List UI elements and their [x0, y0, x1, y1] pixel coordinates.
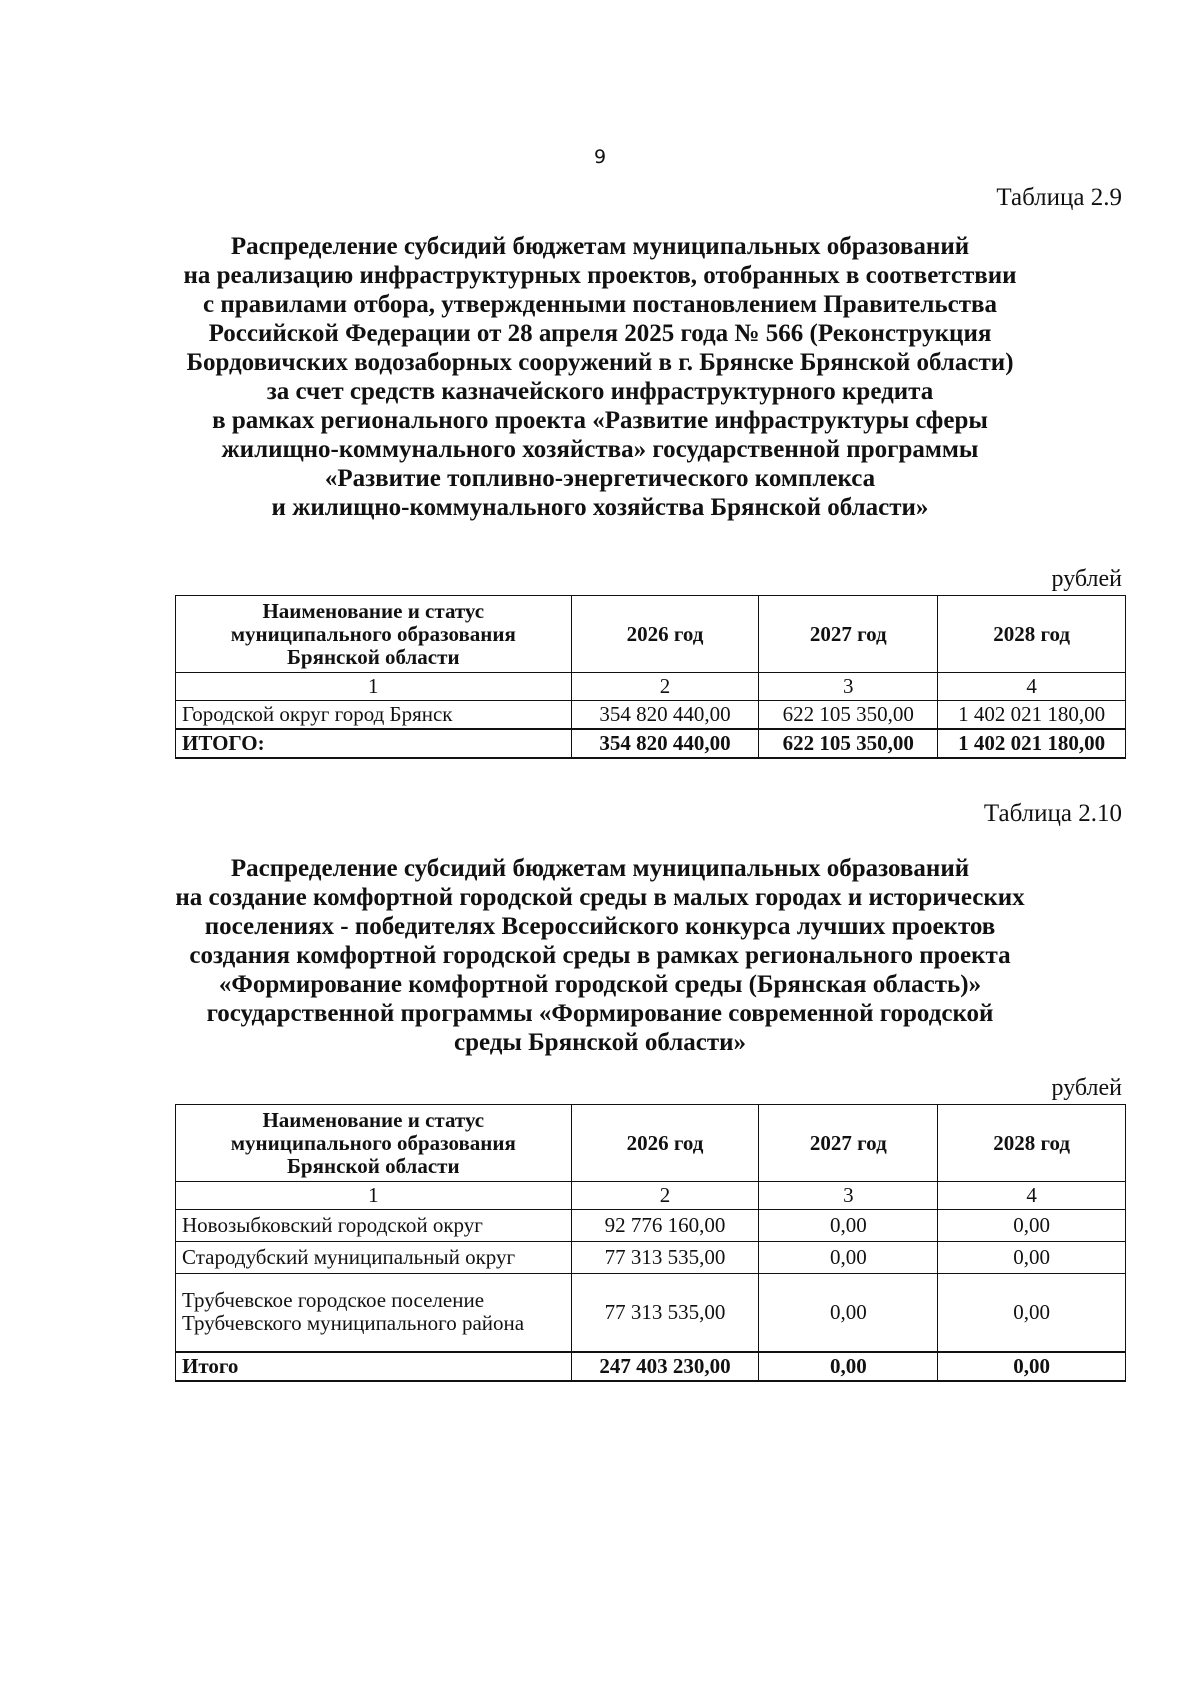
heading-line: на создание комфортной городской среды в малых городах и исторических	[175, 884, 1025, 911]
header-cell-name: Наименование и статус муниципального образования Брянской области	[176, 1105, 572, 1182]
heading-line: в рамках регионального проекта «Развитие инфраструктуры сферы	[212, 407, 988, 434]
heading-line: за счет средств казначейского инфраструктурного кредита	[266, 378, 934, 405]
heading-line: и жилищно-коммунального хозяйства Брянской области»	[271, 494, 929, 521]
total-2028: 1 402 021 180,00	[938, 729, 1126, 758]
table-row	[176, 1242, 1126, 1274]
total-label: ИТОГО:	[176, 729, 572, 758]
column-index: 3	[759, 673, 938, 701]
heading-line: государственной программы «Формирование современной городской	[206, 1000, 994, 1027]
header-cell-2028: 2028 год	[938, 596, 1126, 673]
total-2027: 622 105 350,00	[759, 729, 938, 758]
amount-2027: 0,00	[759, 1210, 938, 1242]
column-index: 2	[571, 1182, 759, 1210]
heading-line: на реализацию инфраструктурных проектов, отобранных в соответствии	[183, 262, 1017, 289]
heading-line: Распределение субсидий бюджетам муниципальных образований	[230, 855, 970, 882]
column-index-row	[176, 673, 1126, 701]
header-cell-2026: 2026 год	[571, 1105, 759, 1182]
amount-2026: 77 313 535,00	[571, 1242, 759, 1274]
municipality-name: Новозыбковский городской округ	[176, 1210, 572, 1242]
amount-2027: 622 105 350,00	[759, 701, 938, 729]
table-header-row	[176, 1105, 1126, 1182]
total-row	[176, 1352, 1126, 1381]
heading-line: Бордовичских водозаборных сооружений в г. Брянске Брянской области)	[186, 349, 1014, 376]
page-number: 9	[593, 146, 607, 168]
amount-2027: 0,00	[759, 1242, 938, 1274]
heading-line: «Формирование комфортной городской среды (Брянская область)»	[218, 971, 982, 998]
heading-line: Российской Федерации от 28 апреля 2025 года № 566 (Реконструкция	[208, 320, 992, 347]
amount-2026: 77 313 535,00	[571, 1274, 759, 1352]
heading-line: Распределение субсидий бюджетам муниципальных образований	[230, 233, 970, 260]
heading-line: поселениях - победителях Всероссийского конкурса лучших проектов	[204, 913, 996, 940]
total-2026: 247 403 230,00	[571, 1352, 759, 1381]
heading-line: с правилами отбора, утвержденными постановлением Правительства	[202, 291, 998, 318]
table-header-row	[176, 596, 1126, 673]
heading-line: среды Брянской области»	[453, 1029, 747, 1056]
header-cell-2026: 2026 год	[571, 596, 759, 673]
amount-2028: 1 402 021 180,00	[938, 701, 1126, 729]
total-row	[176, 729, 1126, 758]
table-label-2-9: Таблица 2.9	[996, 184, 1122, 211]
column-index: 3	[759, 1182, 938, 1210]
municipality-name: Стародубский муниципальный округ	[176, 1242, 572, 1274]
column-index: 2	[571, 673, 759, 701]
subsidy-table-2-10	[175, 1104, 1126, 1382]
heading-table-2-10	[150, 854, 1050, 1057]
subsidy-table-2-9	[175, 595, 1126, 759]
column-index: 1	[176, 1182, 572, 1210]
column-index: 4	[938, 1182, 1126, 1210]
heading-line: «Развитие топливно-энергетического комплекса	[324, 465, 876, 492]
header-cell-2027: 2027 год	[759, 596, 938, 673]
table-label-2-10: Таблица 2.10	[983, 800, 1122, 827]
header-cell-2028: 2028 год	[938, 1105, 1126, 1182]
total-2026: 354 820 440,00	[571, 729, 759, 758]
amount-2027: 0,00	[759, 1274, 938, 1352]
table-row	[176, 1210, 1126, 1242]
amount-2026: 354 820 440,00	[571, 701, 759, 729]
column-index-row	[176, 1182, 1126, 1210]
column-index: 4	[938, 673, 1126, 701]
total-label: Итого	[176, 1352, 572, 1381]
column-index: 1	[176, 673, 572, 701]
amount-2028: 0,00	[938, 1274, 1126, 1352]
units-label: рублей	[1051, 566, 1122, 592]
amount-2028: 0,00	[938, 1242, 1126, 1274]
units-label: рублей	[1051, 1075, 1122, 1101]
municipality-name: Трубчевское городское поселение Трубчевского муниципального района	[176, 1274, 572, 1352]
amount-2026: 92 776 160,00	[571, 1210, 759, 1242]
header-cell-name: Наименование и статус муниципального образования Брянской области	[176, 596, 572, 673]
total-2027: 0,00	[759, 1352, 938, 1381]
header-cell-2027: 2027 год	[759, 1105, 938, 1182]
amount-2028: 0,00	[938, 1210, 1126, 1242]
total-2028: 0,00	[938, 1352, 1126, 1381]
table-row	[176, 701, 1126, 729]
municipality-name: Городской округ город Брянск	[176, 701, 572, 729]
heading-table-2-9	[150, 232, 1050, 522]
heading-line: создания комфортной городской среды в рамках регионального проекта	[189, 942, 1011, 969]
table-row	[176, 1274, 1126, 1352]
heading-line: жилищно-коммунального хозяйства» государственной программы	[221, 436, 979, 463]
